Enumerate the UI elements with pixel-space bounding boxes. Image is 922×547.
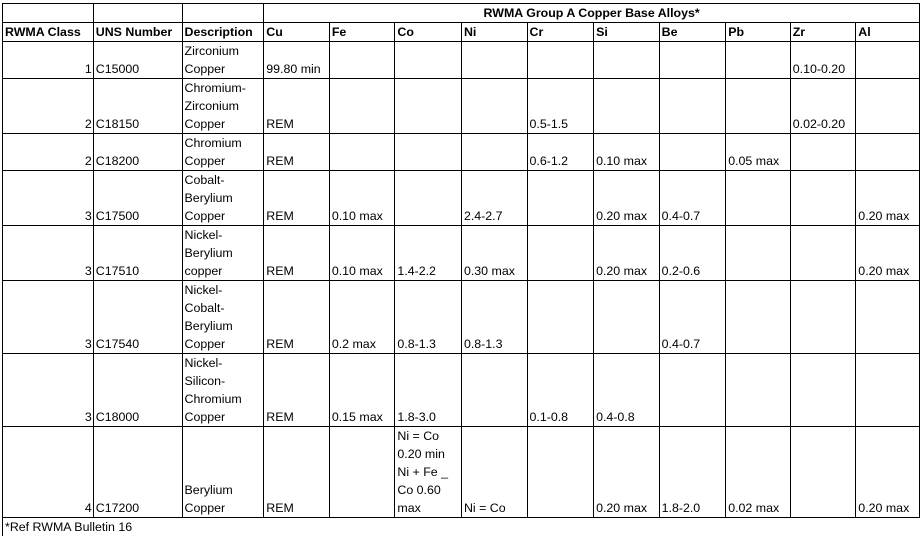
spreadsheet <box>2 3 920 536</box>
cell-ni[interactable]: 0.8-1.3 <box>461 281 527 354</box>
cell-ni[interactable] <box>461 42 527 79</box>
cell-si[interactable] <box>594 281 660 354</box>
cell-uns[interactable]: C17510 <box>93 226 182 281</box>
cell-zr[interactable] <box>790 281 856 354</box>
cell-class[interactable]: 3 <box>3 354 94 427</box>
cell-pb[interactable] <box>726 79 791 134</box>
cell-uns[interactable]: C17200 <box>93 427 182 518</box>
cell-ni[interactable]: Ni = Co <box>461 427 527 518</box>
cell-cr[interactable]: 0.6-1.2 <box>527 134 594 171</box>
cell-pb[interactable] <box>726 42 791 79</box>
table-row <box>3 281 920 354</box>
cell-fe[interactable] <box>329 42 395 79</box>
cell-be[interactable]: 0.4-0.7 <box>659 171 726 226</box>
cell-ni[interactable] <box>461 79 527 134</box>
header-ni[interactable]: Ni <box>461 23 527 42</box>
cell-cr[interactable] <box>527 171 594 226</box>
cell-cu[interactable]: 99.80 min <box>264 42 330 79</box>
cell-be[interactable]: 1.8-2.0 <box>659 427 726 518</box>
cell-si[interactable]: 0.20 max <box>594 171 660 226</box>
table-title[interactable]: RWMA Group A Copper Base Alloys* <box>264 4 920 23</box>
cell-si[interactable]: 0.20 max <box>594 427 660 518</box>
cell-fe[interactable] <box>329 134 395 171</box>
cell-desc[interactable]: Nickel-Berylium copper <box>182 226 264 281</box>
cell-class[interactable]: 3 <box>3 171 94 226</box>
cell-class[interactable]: 2 <box>3 134 94 171</box>
header-be[interactable]: Be <box>659 23 726 42</box>
cell-class[interactable]: 1 <box>3 42 94 79</box>
cell-cr[interactable] <box>527 281 594 354</box>
cell-class[interactable]: 3 <box>3 226 94 281</box>
cell-cu[interactable]: REM <box>264 354 330 427</box>
cell-uns[interactable]: C15000 <box>93 42 182 79</box>
cell-cu[interactable]: REM <box>264 427 330 518</box>
cell-desc[interactable]: Nickel-Silicon-Chromium Copper <box>182 354 264 427</box>
cell-fe[interactable] <box>329 79 395 134</box>
cell-si[interactable] <box>594 42 660 79</box>
header-description[interactable]: Description <box>182 23 264 42</box>
cell-pb[interactable]: 0.05 max <box>726 134 791 171</box>
header-pb[interactable]: Pb <box>726 23 791 42</box>
cell-fe[interactable]: 0.15 max <box>329 354 395 427</box>
header-cu[interactable]: Cu <box>264 23 330 42</box>
cell-pb[interactable]: 0.02 max <box>726 427 791 518</box>
cell-cr[interactable] <box>527 427 594 518</box>
header-zr[interactable]: Zr <box>790 23 856 42</box>
cell-cu[interactable]: REM <box>264 171 330 226</box>
cell-co[interactable]: 1.4-2.2 <box>395 226 462 281</box>
cell-fe[interactable]: 0.2 max <box>329 281 395 354</box>
cell-zr[interactable] <box>790 171 856 226</box>
header-fe[interactable]: Fe <box>329 23 395 42</box>
cell-zr[interactable] <box>790 226 856 281</box>
cell-ni[interactable] <box>461 134 527 171</box>
cell-class[interactable]: 4 <box>3 427 94 518</box>
table-row <box>3 354 920 427</box>
cell-co[interactable]: 0.8-1.3 <box>395 281 462 354</box>
cell-cu[interactable]: REM <box>264 79 330 134</box>
alloy-table <box>2 3 920 536</box>
cell-desc[interactable]: Chromium Copper <box>182 134 264 171</box>
cell-co[interactable] <box>395 79 462 134</box>
cell-al[interactable] <box>856 79 920 134</box>
cell-co[interactable] <box>395 171 462 226</box>
cell-zr[interactable]: 0.02-0.20 <box>790 79 856 134</box>
cell-cr[interactable]: 0.5-1.5 <box>527 79 594 134</box>
cell-pb[interactable] <box>726 171 791 226</box>
cell-ni[interactable] <box>461 354 527 427</box>
cell-al[interactable]: 0.20 max <box>856 171 920 226</box>
cell-pb[interactable] <box>726 281 791 354</box>
cell-be[interactable] <box>659 354 726 427</box>
title-row <box>3 4 920 23</box>
footnote-row <box>3 518 920 537</box>
table-row <box>3 134 920 171</box>
cell-be[interactable]: 0.4-0.7 <box>659 281 726 354</box>
cell-desc[interactable]: Chromium-Zirconium Copper <box>182 79 264 134</box>
cell-al[interactable] <box>856 354 920 427</box>
cell-cu[interactable]: REM <box>264 281 330 354</box>
cell-uns[interactable]: C18000 <box>93 354 182 427</box>
cell-cu[interactable]: REM <box>264 134 330 171</box>
header-si[interactable]: Si <box>594 23 660 42</box>
cell-uns[interactable]: C18150 <box>93 79 182 134</box>
cell-uns[interactable]: C17500 <box>93 171 182 226</box>
header-uns-number[interactable]: UNS Number <box>93 23 182 42</box>
header-row <box>3 23 920 42</box>
cell-co[interactable]: Ni = Co 0.20 min Ni + Fe _ Co 0.60 max <box>395 427 462 518</box>
footnote[interactable]: *Ref RWMA Bulletin 16 <box>3 518 183 537</box>
cell-ni[interactable]: 0.30 max <box>461 226 527 281</box>
header-al[interactable]: Al <box>856 23 920 42</box>
header-cr[interactable]: Cr <box>527 23 594 42</box>
cell-zr[interactable]: 0.10-0.20 <box>790 42 856 79</box>
cell-si[interactable]: 0.20 max <box>594 226 660 281</box>
cell-uns[interactable]: C17540 <box>93 281 182 354</box>
cell-al[interactable]: 0.20 max <box>856 226 920 281</box>
cell-fe[interactable]: 0.10 max <box>329 226 395 281</box>
cell-uns[interactable]: C18200 <box>93 134 182 171</box>
cell-cr[interactable] <box>527 226 594 281</box>
cell-cr[interactable]: 0.1-0.8 <box>527 354 594 427</box>
table-row <box>3 427 920 518</box>
cell-si[interactable]: 0.4-0.8 <box>594 354 660 427</box>
cell-al[interactable]: 0.20 max <box>856 427 920 518</box>
cell-cr[interactable] <box>527 42 594 79</box>
cell-be[interactable] <box>659 79 726 134</box>
cell-desc[interactable]: Nickel-Cobalt-Berylium Copper <box>182 281 264 354</box>
cell-fe[interactable] <box>329 427 395 518</box>
cell-be[interactable] <box>659 42 726 79</box>
cell-al[interactable] <box>856 134 920 171</box>
cell-pb[interactable] <box>726 354 791 427</box>
header-rwma-class[interactable]: RWMA Class <box>3 23 94 42</box>
cell-desc[interactable]: Berylium Copper <box>182 427 264 518</box>
table-row <box>3 226 920 281</box>
cell[interactable] <box>3 4 94 23</box>
cell-desc[interactable]: Cobalt-Berylium Copper <box>182 171 264 226</box>
cell-desc[interactable]: Zirconium Copper <box>182 42 264 79</box>
cell-zr[interactable] <box>790 354 856 427</box>
cell-si[interactable] <box>594 79 660 134</box>
cell-be[interactable]: 0.2-0.6 <box>659 226 726 281</box>
cell-class[interactable]: 2 <box>3 79 94 134</box>
header-co[interactable]: Co <box>395 23 462 42</box>
cell-al[interactable] <box>856 42 920 79</box>
cell-zr[interactable] <box>790 134 856 171</box>
cell-co[interactable] <box>395 42 462 79</box>
cell-zr[interactable] <box>790 427 856 518</box>
cell-co[interactable]: 1.8-3.0 <box>395 354 462 427</box>
cell-class[interactable]: 3 <box>3 281 94 354</box>
cell-fe[interactable]: 0.10 max <box>329 171 395 226</box>
cell-si[interactable]: 0.10 max <box>594 134 660 171</box>
cell[interactable] <box>182 4 264 23</box>
cell-co[interactable] <box>395 134 462 171</box>
cell-be[interactable] <box>659 134 726 171</box>
table-row <box>3 79 920 134</box>
table-row <box>3 171 920 226</box>
cell-ni[interactable]: 2.4-2.7 <box>461 171 527 226</box>
table-row <box>3 42 920 79</box>
cell-cu[interactable]: REM <box>264 226 330 281</box>
cell-pb[interactable] <box>726 226 791 281</box>
cell-al[interactable] <box>856 281 920 354</box>
blank-cell[interactable] <box>182 518 919 537</box>
cell[interactable] <box>93 4 182 23</box>
